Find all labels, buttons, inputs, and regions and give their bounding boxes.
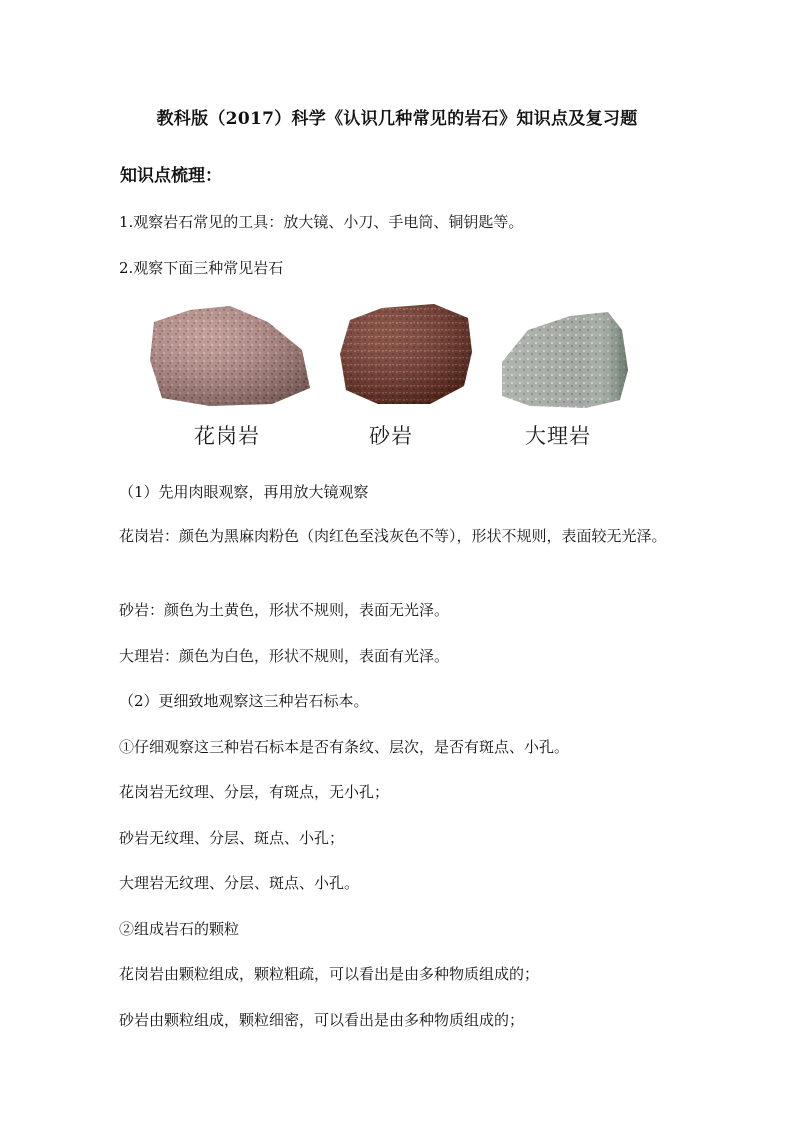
paragraph-sandstone-texture: 砂岩无纹理、分层、斑点、小孔； [119,829,345,847]
sandstone-rock-image [340,304,472,404]
marble-rock-image [502,312,628,408]
paragraph-grains-heading: ②组成岩石的颗粒 [119,920,240,938]
paragraph-granite-description: 花岗岩：颜色为黑麻肉粉色（肉红色至浅灰色不等），形状不规则，表面较无光泽。 [119,527,667,545]
rock-images [150,300,650,420]
label-granite: 花岗岩 [194,424,260,448]
paragraph-granite-grains: 花岗岩由颗粒组成，颗粒粗疏，可以看出是由多种物质组成的； [119,965,540,983]
paragraph-marble-texture: 大理岩无纹理、分层、斑点、小孔。 [119,874,360,892]
document-title: 教科版（2017）科学《认识几种常见的岩石》知识点及复习题 [156,109,638,129]
paragraph-step-2: （2）更细致地观察这三种岩石标本。 [119,692,369,710]
paragraph-marble-description: 大理岩：颜色为白色，形状不规则，表面有光泽。 [119,647,450,665]
paragraph-sandstone-description: 砂岩：颜色为土黄色，形状不规则，表面无光泽。 [119,601,450,619]
paragraph-tools: 1.观察岩石常见的工具：放大镜、小刀、手电筒、铜钥匙等。 [119,213,524,231]
paragraph-sandstone-grains: 砂岩由颗粒组成，颗粒细密，可以看出是由多种物质组成的； [119,1011,525,1029]
label-sandstone: 砂岩 [369,424,413,448]
paragraph-observe-rocks: 2.观察下面三种常见岩石 [119,259,284,277]
section-heading: 知识点梳理： [120,166,222,186]
paragraph-granite-texture: 花岗岩无纹理、分层，有斑点，无小孔； [119,783,390,801]
paragraph-step-1: （1）先用肉眼观察，再用放大镜观察 [119,483,369,501]
label-marble: 大理岩 [525,424,591,448]
granite-rock-image [150,306,310,406]
paragraph-texture-question: ①仔细观察这三种岩石标本是否有条纹、层次，是否有斑点、小孔。 [119,738,570,756]
rock-figure [150,300,650,460]
